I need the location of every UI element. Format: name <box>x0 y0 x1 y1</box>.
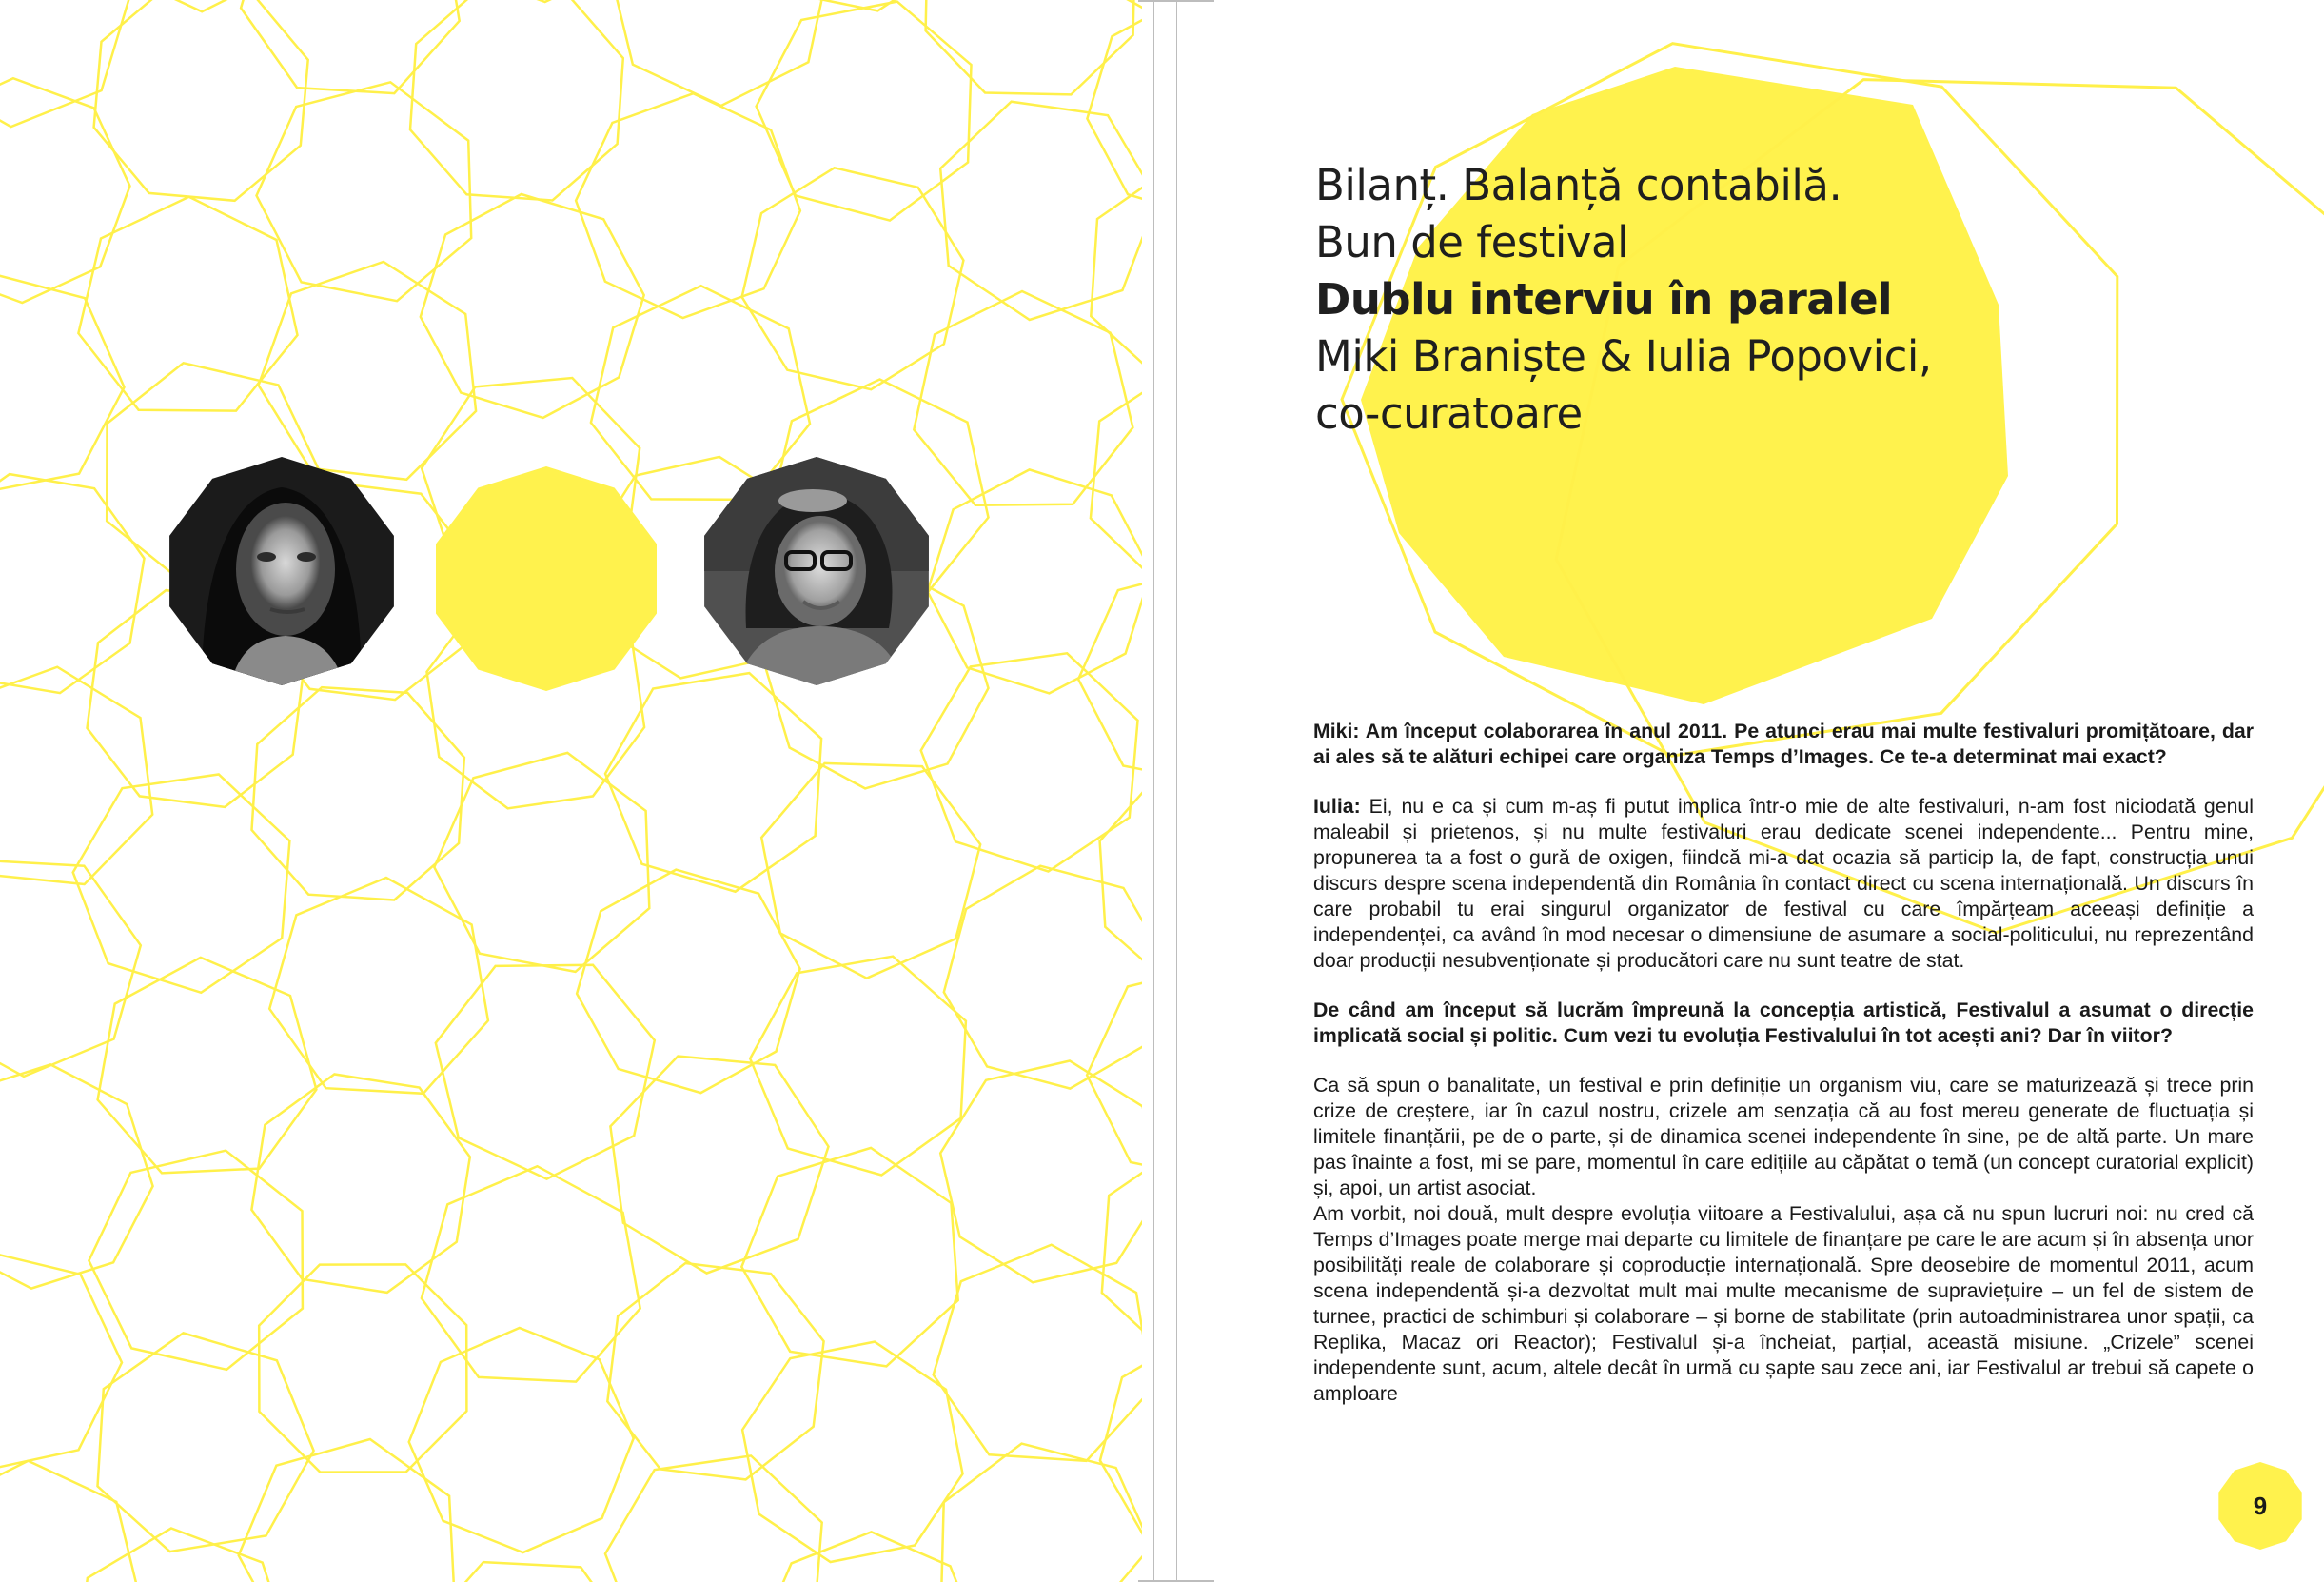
title-line-3: Dublu interviu în paralel <box>1315 274 1893 325</box>
pattern-polygon <box>741 1148 957 1367</box>
pattern-polygon <box>758 1532 982 1582</box>
pattern-polygon <box>577 870 800 1094</box>
pattern-polygon <box>1084 1551 1142 1582</box>
pattern-polygon <box>757 2 972 221</box>
pattern-polygon <box>941 1444 1142 1582</box>
article-title <box>1315 157 2172 443</box>
pattern-polygon <box>610 0 829 106</box>
answer-1-text: Ei, nu e ca și cum m-aș fi putut implica într-o mie de alte festivaluri, n-am fost niciodată genul maleabil și prietenos, și nu multe festivaluri erau dedicate scenei independente... Pentru mine, propunerea ta a fost o gură de oxigen, fiindcă mi-a dat ocazia să particip la, de fapt, construcția unui discurs despre scena independentă din România în contact direct cu scena internațională. Un discurs în care probabil tu erai singurul organizator de festival cu care împărțeam aceeași definiție a independenței, ca având în mod necesar o dimensiune de asumare a social-politicului, nu reprezentând doar producții nesubvenționate și producători care nu sunt teatre de stat. <box>1313 795 2254 972</box>
pattern-polygon <box>251 1075 469 1293</box>
pattern-polygon <box>1100 771 1142 983</box>
pattern-polygon <box>0 78 130 303</box>
pattern-polygon <box>422 1166 640 1381</box>
pattern-polygon <box>434 753 649 972</box>
pattern-polygon <box>761 763 980 979</box>
hexagon-pattern-background <box>0 0 1142 1582</box>
pattern-polygon <box>1091 367 1142 585</box>
pattern-polygon <box>90 0 309 11</box>
pattern-polygon <box>742 1342 962 1562</box>
pattern-polygon <box>269 878 488 1094</box>
pattern-polygon <box>926 0 1135 94</box>
question-2: De când am început să lucrăm împreună la concepția artistică, Festivalul a asumat o direcție implicată social și politic. Cum vezi tu evoluția Festivalului în tot acești ani? Dar în viitor? <box>1313 999 2254 1047</box>
pattern-polygon <box>0 0 129 127</box>
title-line-2: Bun de festival <box>1315 217 1629 267</box>
pattern-polygon <box>607 1263 823 1479</box>
pattern-polygon <box>0 667 152 884</box>
answer-1 <box>1313 794 2254 974</box>
page-number-text: 9 <box>2253 1491 2268 1520</box>
title-line-4: Miki Braniște & Iulia Popovici, <box>1315 331 1932 382</box>
question-1: Miki: Am început colaborarea în anul 2011. Pe atunci erau mai multe festivaluri promițătoare, dar ai ales să te alături echipei care organiza Temps d’Images. Ce te-a determinat mai exact? <box>1313 720 2254 768</box>
pattern-polygon <box>0 1252 122 1471</box>
pattern-polygon <box>940 102 1142 320</box>
pattern-polygon <box>944 866 1142 1089</box>
pattern-polygon <box>934 1245 1142 1461</box>
pattern-polygon <box>1102 1140 1142 1359</box>
portrait-iulia-popovici <box>699 457 935 685</box>
pattern-polygon <box>436 965 655 1179</box>
yellow-decagon-icon <box>428 465 664 693</box>
pattern-polygon <box>419 1562 638 1582</box>
answer-2: Ca să spun o banalitate, un festival e prin definiție un organism viu, care se maturizează și trece prin crize de creștere, iar în cazul nostru, crizele am senzația că au fost mereu generate de fluctuația și limitele finanțării, pe de o parte, și de dinamica scenei independente în sine, pe de altă parte. Un mare pas înainte a fost, mi se pare, momentul în care edițiile au căpătat o temă (un concept curatorial explicit) și, apoi, un artist asociat. <box>1313 1074 2254 1199</box>
pattern-polygon <box>605 673 821 892</box>
pattern-polygon <box>0 860 141 1077</box>
pattern-polygon <box>241 0 460 93</box>
pattern-polygon <box>78 197 297 411</box>
title-line-5: co-curatoare <box>1315 388 1583 439</box>
page-gutter-line <box>1153 0 1154 1582</box>
pattern-polygon <box>0 474 145 693</box>
pattern-polygon <box>73 775 290 993</box>
pattern-polygon <box>428 0 653 2</box>
pattern-polygon <box>0 273 124 492</box>
pattern-polygon <box>576 93 800 318</box>
title-line-1: Bilanț. Balanță contabilă. <box>1315 160 1842 210</box>
speaker-label: Iulia: <box>1313 795 1361 818</box>
pattern-polygon <box>1078 565 1142 784</box>
portrait-miki-braniste <box>164 457 400 685</box>
pattern-polygon <box>0 1461 140 1582</box>
pattern-polygon <box>750 957 966 1176</box>
pattern-polygon <box>1100 1335 1142 1557</box>
pattern-polygon <box>239 1439 455 1582</box>
pattern-polygon <box>409 1328 634 1552</box>
page-number <box>2216 1461 2305 1551</box>
pattern-polygon <box>928 469 1142 693</box>
interview-body <box>1313 719 2254 1407</box>
answer-3: Am vorbit, noi două, mult despre evoluția viitoare a Festivalului, așa că nu spun lucruri noi: nu cred că Temps d’Images poate merge mai departe cu limitele de finanțare pe care le are acum și în absența unor posibilități reale de colaborare și coproducție internațională. Spre deosebire de momentul 2011, acum scena independentă și-a dezvoltat mult mai multe mecanisme de supraviețuire – un fel de sistem de turnee, practici de schimburi și colaborare – și borne de stabilitate (prin autoadministrarea unor spații, ca Replika, Macaz ori Reactor); Festivalul și-a încheiat, parțial, această misiune. „Crizele” scenei independente sunt, acum, altele decât în urmă cu șapte sau zece ani, iar Festivalul ar trebui să capete o amploare <box>1313 1202 2254 1405</box>
pattern-polygon <box>94 0 308 201</box>
